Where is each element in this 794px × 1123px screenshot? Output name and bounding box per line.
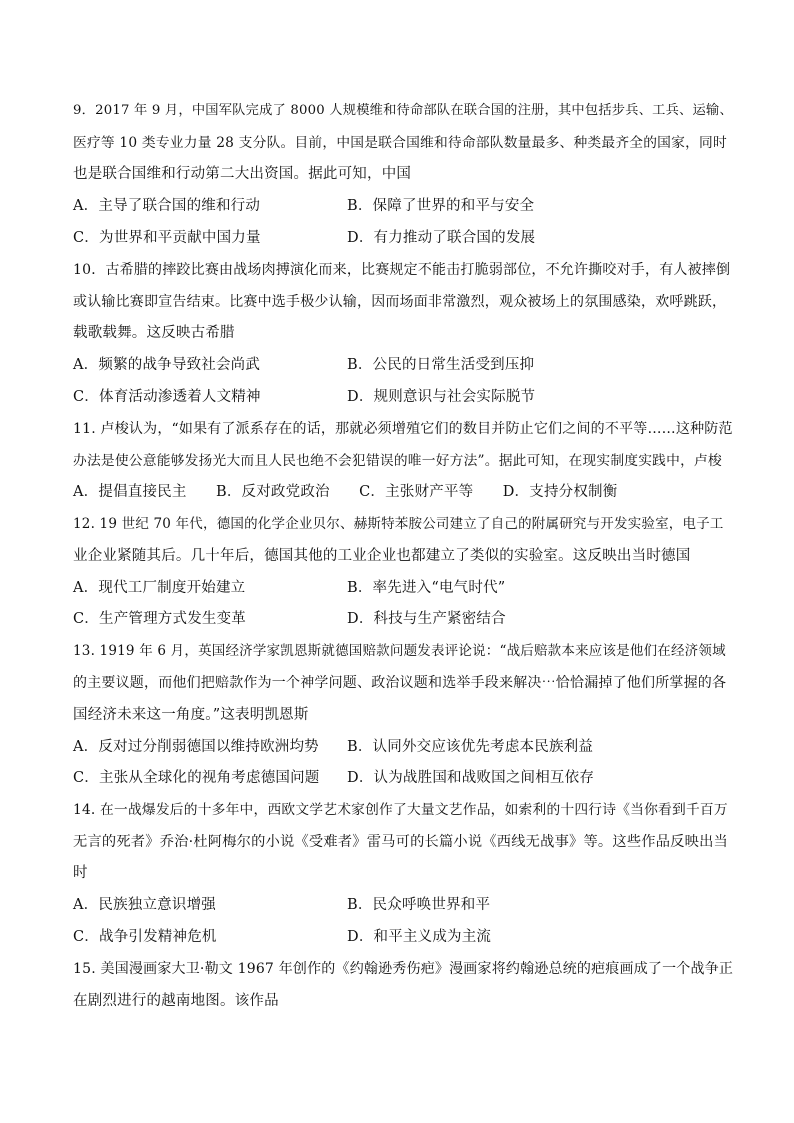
q15-stem-line-2: 在剧烈进行的越南地图。该作品 — [73, 993, 279, 1009]
q10-stem-line-1: 10．古希腊的摔跤比赛由战场肉搏演化而来，比赛规定不能击打脆弱部位，不允许撕咬对手，有人被摔倒 — [73, 262, 731, 278]
q10-option-d: D．规则意识与社会实际脱节 — [347, 389, 536, 405]
q10-stem-line-2: 或认输比赛即宣告结束。比赛中选手极少认输，因而场面非常激烈，观众被场上的氛围感染，欢呼跳跃， — [73, 294, 727, 310]
q12-option-c: C．生产管理方式发生变革 — [73, 611, 246, 627]
q14-stem-line-2: 无言的死者》乔治·杜阿梅尔的小说《受难者》雷马可的长篇小说《西线无战事》等。这些作品反映出当 — [73, 834, 728, 850]
q9-stem-line-1: 9．2017 年 9 月，中国军队完成了 8000 人规模维和待命部队在联合国的注册，其中包括步兵、工兵、运输、 — [73, 103, 733, 118]
q13-option-a: A．反对过分削弱德国以维持欧洲均势 — [73, 739, 319, 755]
q13-option-b: B．认同外交应该优先考虑本民族利益 — [347, 739, 594, 755]
q13-option-c: C．主张从全球化的视角考虑德国问题 — [73, 770, 320, 786]
q14-option-b: B．民众呼唤世界和平 — [347, 897, 491, 913]
q11-options-inline: A．提倡直接民主 B．反对政党政治 C．主张财产平等 D．支持分权制衡 — [73, 484, 618, 500]
q14-stem-line-1: 14. 在一战爆发后的十多年中，西欧文学艺术家创作了大量文艺作品，如索利的十四行诗《当你看到千百万 — [73, 802, 728, 818]
q13-option-d: D．认为战胜国和战败国之间相互依存 — [347, 770, 595, 786]
q9-option-c: C．为世界和平贡献中国力量 — [73, 230, 261, 246]
q9-option-b: B．保障了世界的和平与安全 — [347, 198, 535, 214]
q10-stem-line-3: 载歌载舞。这反映古希腊 — [73, 325, 235, 341]
q11-stem-line-1: 11. 卢梭认为，“如果有了派系存在的话，那就必须增殖它们的数目并防止它们之间的不平等……这种防范 — [73, 421, 733, 437]
q12-stem-line-1: 12. 19 世纪 70 年代，德国的化学企业贝尔、赫斯特苯胺公司建立了自己的附属研究与开发实验室，电子工 — [73, 516, 724, 532]
q14-option-c: C．战争引发精神危机 — [73, 929, 217, 945]
q14-option-d: D．和平主义成为主流 — [347, 929, 492, 945]
q12-option-b: B．率先进入“电气时代” — [347, 580, 506, 596]
q10-option-b: B．公民的日常生活受到压抑 — [347, 357, 535, 373]
q13-stem-line-2: 的主要议题，而他们把赔款作为一个神学问题、政治议题和选举手段来解决⋯恰恰漏掉了他们所掌握的各 — [73, 675, 727, 691]
q9-option-a: A．主导了联合国的维和行动 — [73, 198, 261, 214]
q9-stem-line-3: 也是联合国维和行动第二大出资国。据此可知，中国 — [73, 166, 412, 182]
q14-stem-line-3: 时 — [73, 865, 88, 881]
q12-option-d: D．科技与生产紧密结合 — [347, 611, 506, 627]
q9-stem-line-2: 医疗等 10 类专业力量 28 支分队。目前，中国是联合国维和待命部队数量最多、种类最齐全的国家，同时 — [73, 135, 727, 151]
q13-stem-line-3: 国经济未来这一角度。”这表明凯恩斯 — [73, 707, 309, 723]
q13-stem-line-1: 13. 1919 年 6 月，英国经济学家凯恩斯就德国赔款问题发表评论说：“战后赔款本来应该是他们在经济领域 — [73, 643, 726, 659]
q10-option-a: A．频繁的战争导致社会尚武 — [73, 357, 261, 373]
q12-option-a: A．现代工厂制度开始建立 — [73, 580, 246, 596]
q10-option-c: C．体育活动渗透着人文精神 — [73, 389, 261, 405]
q14-option-a: A．民族独立意识增强 — [73, 897, 216, 913]
q15-stem-line-1: 15. 美国漫画家大卫·勒文 1967 年创作的《约翰逊秀伤疤》漫画家将约翰逊总统的疤痕画成了一个战争正 — [73, 961, 734, 977]
q9-option-d: D．有力推动了联合国的发展 — [347, 230, 536, 246]
q11-stem-line-2: 办法是使公意能够发扬光大而且人民也绝不会犯错误的唯一好方法”。据此可知，在现实制度实践中，卢梭 — [73, 453, 722, 469]
q12-stem-line-2: 业企业紧随其后。几十年后，德国其他的工业企业也都建立了类似的实验室。这反映出当时德国 — [73, 548, 691, 564]
